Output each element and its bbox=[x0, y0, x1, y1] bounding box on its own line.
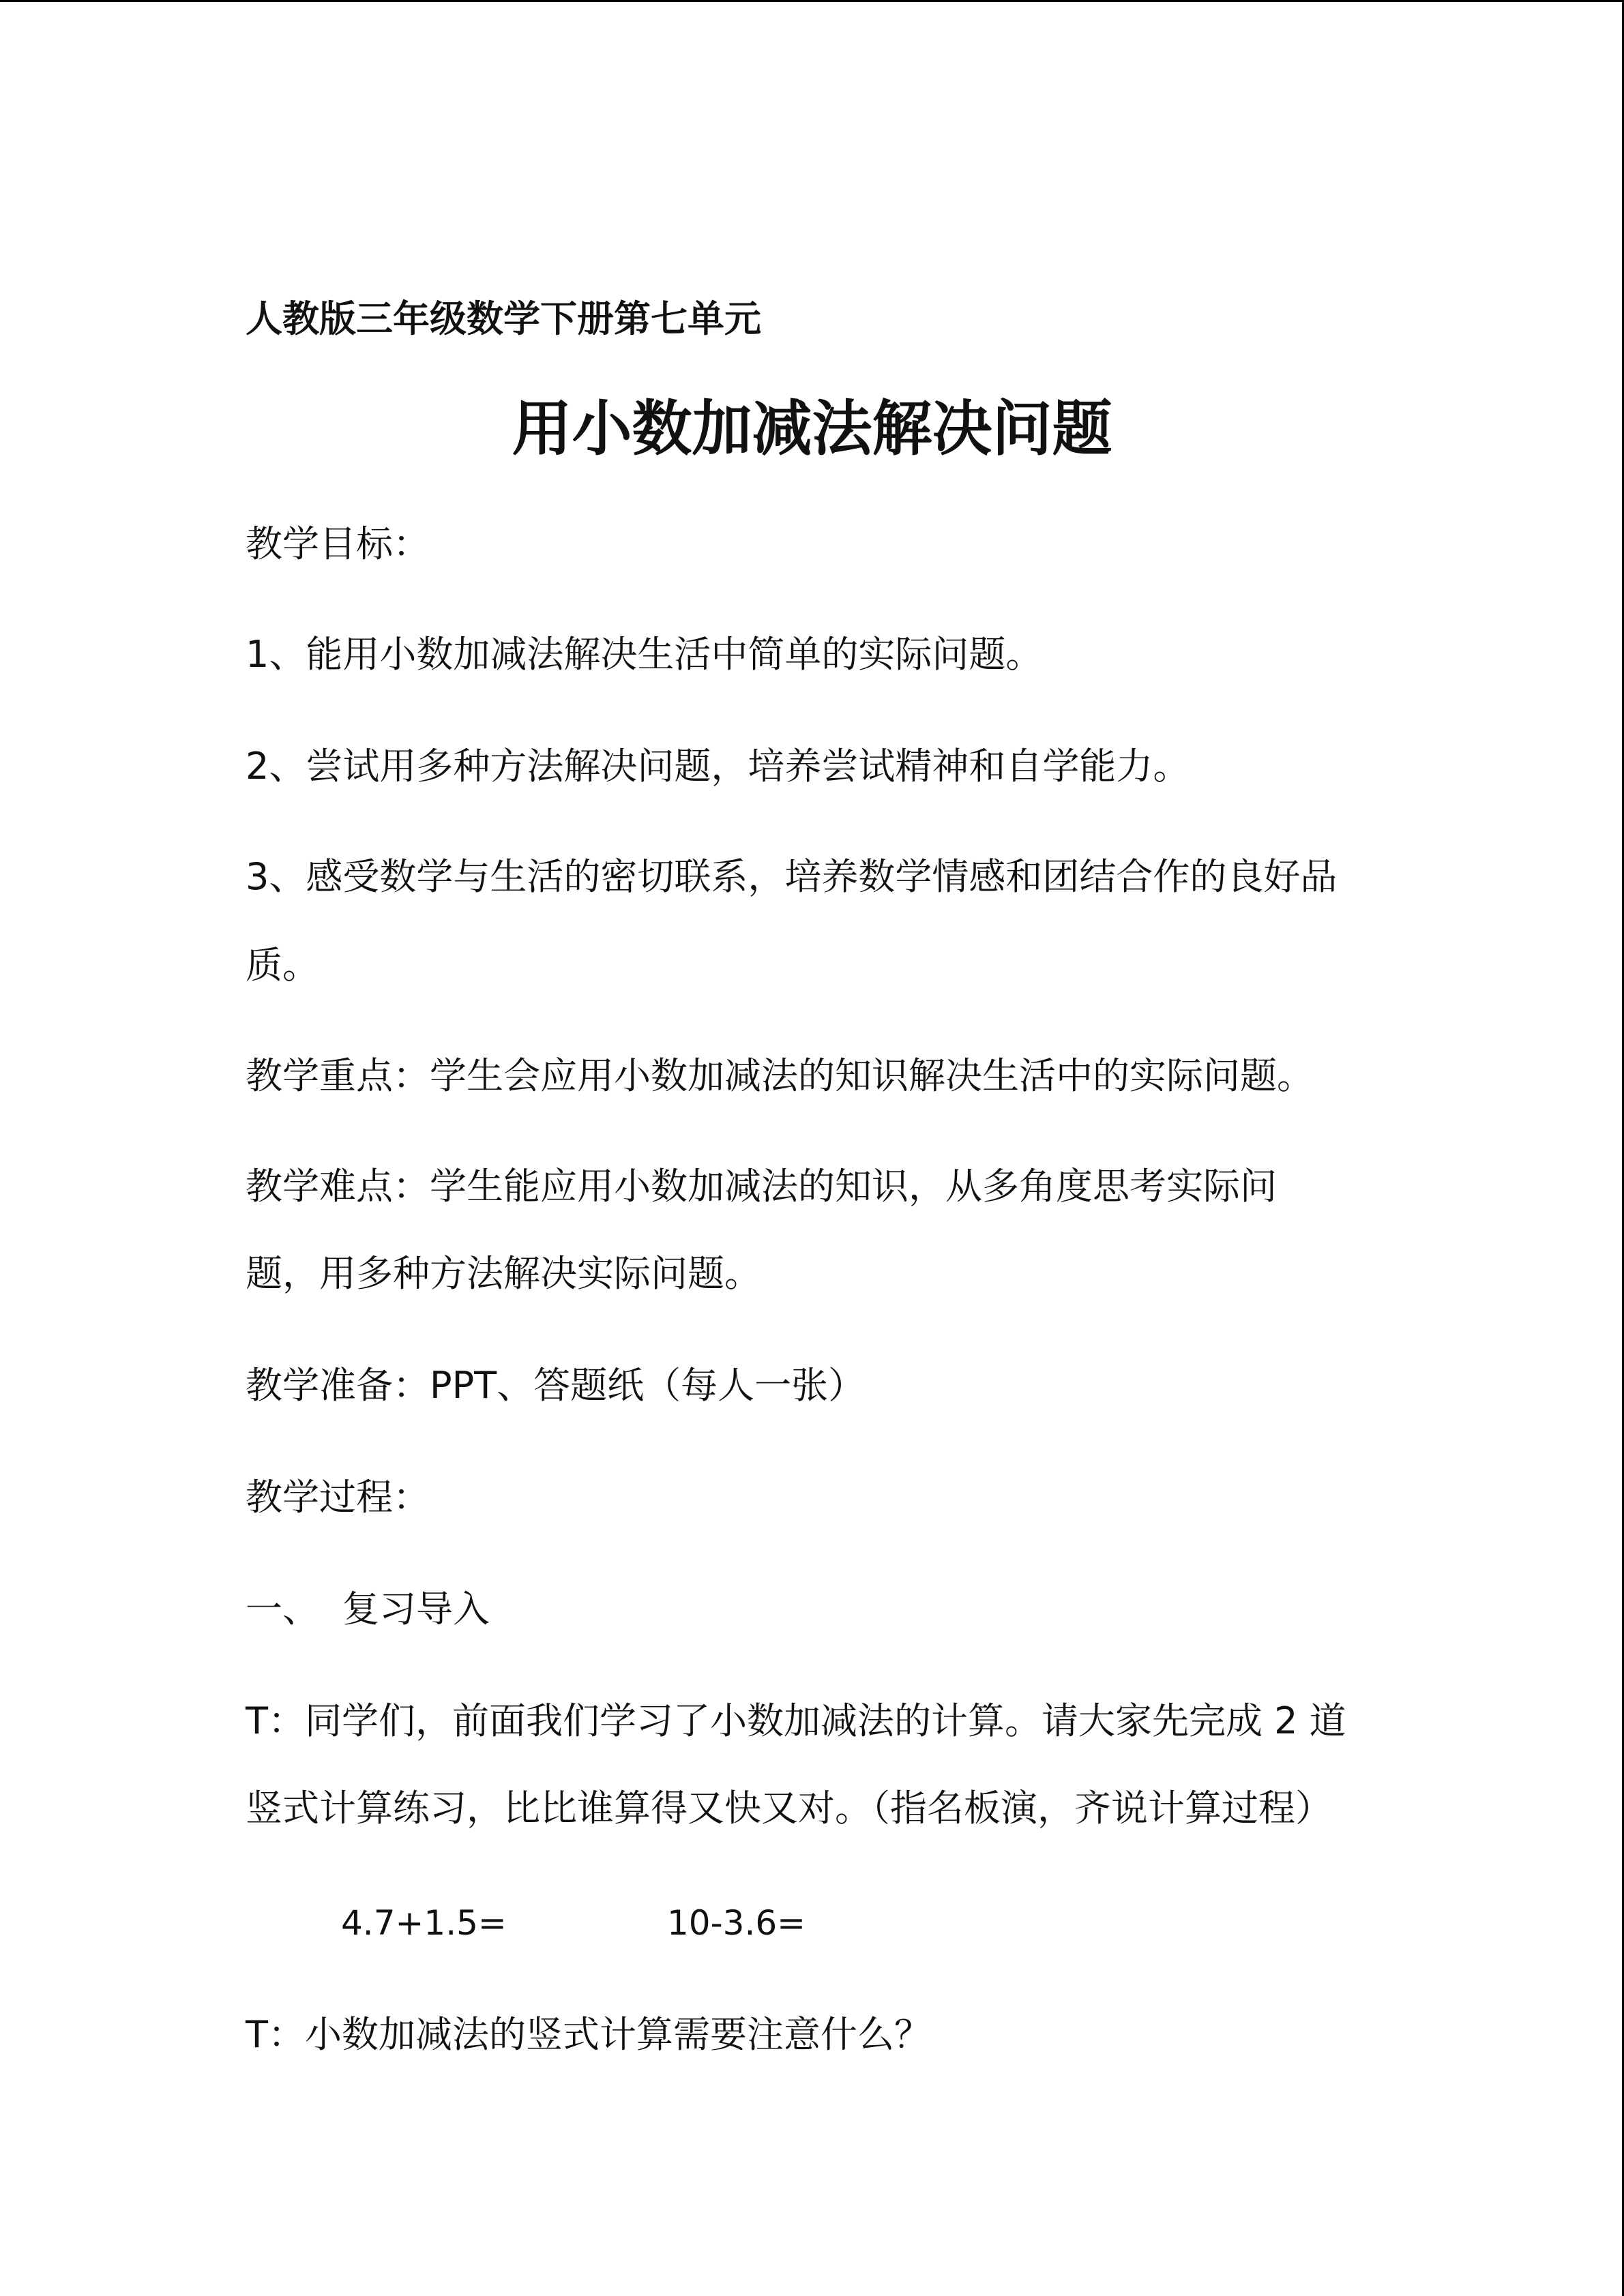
exercise-1: 4.7+1.5= bbox=[341, 1903, 507, 1943]
key-point: 教学重点：学生会应用小数加减法的知识解决生活中的实际问题。 bbox=[246, 1054, 1314, 1097]
exercise-2: 10-3.6= bbox=[667, 1903, 806, 1943]
teacher-prompt-2: T：小数加减法的竖式计算需要注意什么？ bbox=[246, 2013, 931, 2056]
document-subtitle: 人教版三年级数学下册第七单元 bbox=[246, 297, 761, 340]
section-1-title: 复习导入 bbox=[342, 1587, 490, 1630]
difficulty-line-1: 教学难点：学生能应用小数加减法的知识，从多角度思考实际问 bbox=[246, 1165, 1277, 1208]
objectives-heading: 教学目标： bbox=[246, 522, 430, 565]
process-heading: 教学过程： bbox=[246, 1476, 430, 1519]
objective-3-line-2: 质。 bbox=[246, 944, 319, 987]
objective-2: 2、尝试用多种方法解决问题，培养尝试精神和自学能力。 bbox=[246, 745, 1190, 788]
objective-3-line-1: 3、感受数学与生活的密切联系，培养数学情感和团结合作的良好品 bbox=[246, 855, 1338, 898]
teacher-prompt-1-line-2: 竖式计算练习，比比谁算得又快又对。（指名板演，齐说计算过程） bbox=[246, 1787, 1332, 1830]
teacher-prompt-1-line-1: T：同学们，前面我们学习了小数加减法的计算。请大家先完成 2 道 bbox=[246, 1699, 1346, 1742]
document-title: 用小数加减法解决问题 bbox=[512, 393, 1112, 464]
difficulty-line-2: 题，用多种方法解决实际问题。 bbox=[246, 1252, 761, 1295]
objective-1: 1、能用小数加减法解决生活中简单的实际问题。 bbox=[246, 633, 1043, 676]
section-1-number: 一、 bbox=[246, 1587, 319, 1630]
preparation: 教学准备：PPT、答题纸（每人一张） bbox=[246, 1364, 866, 1407]
